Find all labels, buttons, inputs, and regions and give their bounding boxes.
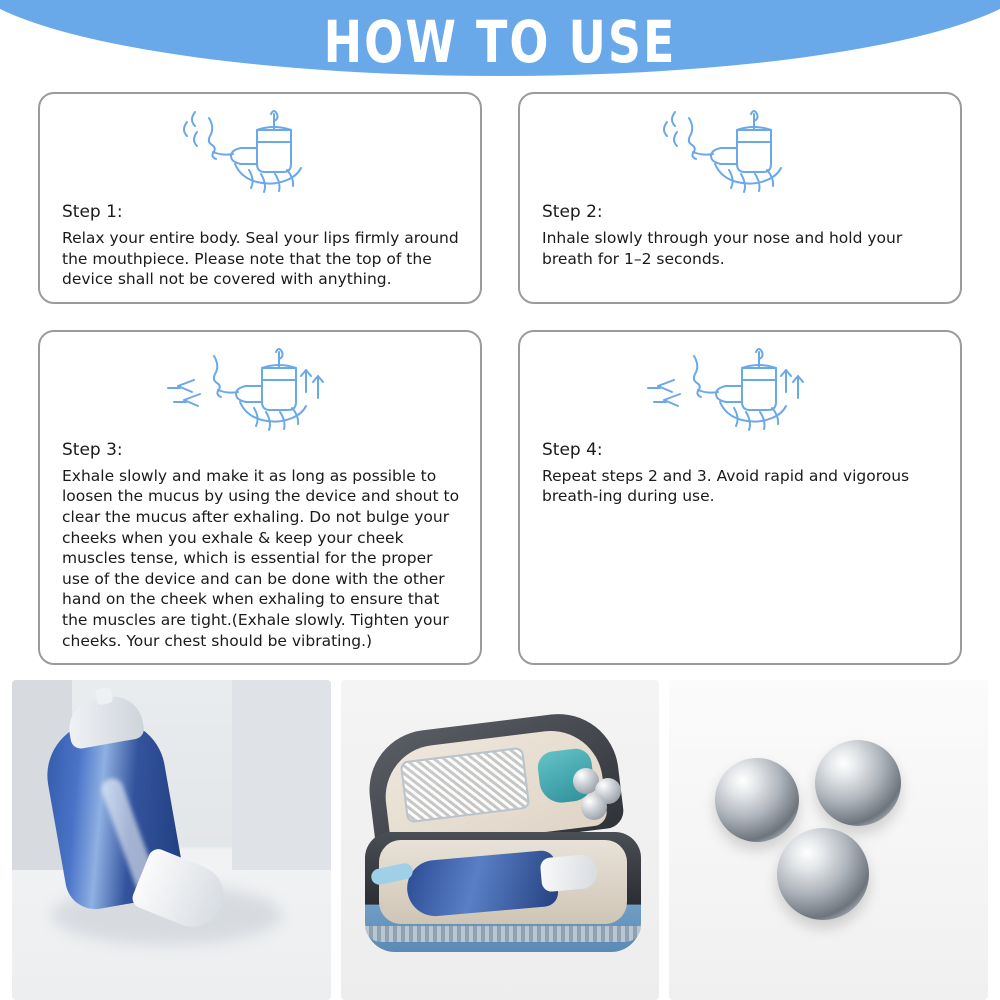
product-photo-steel-balls [669, 680, 988, 1000]
step-card-4 [518, 330, 962, 665]
photo-background-right [232, 680, 331, 870]
steps-grid [0, 78, 1000, 665]
step-card-1 [38, 92, 482, 304]
device-top-nub [95, 687, 114, 706]
step-2-text: Inhale slowly through your nose and hold your breath for 1–2 seconds. [542, 229, 903, 268]
page-title: HOW TO USE [323, 8, 677, 76]
header-banner [0, 0, 1000, 78]
step-4-text: Repeat steps 2 and 3. Avoid rapid and vigorous breath-ing during use. [542, 466, 910, 506]
step-3-label: Step 3: [62, 439, 123, 460]
step-4-illustration [532, 342, 948, 438]
product-photo-device [12, 680, 331, 1000]
steel-ball [815, 740, 901, 826]
step-1-text: Relax your entire body. Seal your lips firmly around the mouthpiece. Please note that the top of the device shall not be covered with anything. [62, 229, 459, 289]
steel-ball [715, 758, 799, 842]
step-card-3 [38, 330, 482, 665]
step-1-label: Step 1: [62, 202, 123, 222]
case-device-mouthpiece [539, 854, 598, 893]
step-2-illustration [532, 104, 948, 200]
step-4-label: Step 4: [542, 439, 603, 460]
steel-ball [581, 794, 607, 820]
step-3-illustration [52, 342, 468, 438]
steel-ball [777, 828, 869, 920]
step-1-illustration [52, 104, 468, 200]
step-2-label: Step 2: [542, 202, 603, 222]
case-zipper [365, 926, 641, 942]
step-card-2 [518, 92, 962, 304]
product-photo-carry-case [341, 680, 660, 1000]
step-3-text: Exhale slowly and make it as long as possible to loosen the mucus by using the device and shout to clear the mucus after exhaling. Do not bulge your cheeks when you exhale & keep your cheek muscles tense, which is essential for the proper use of the device and can be done with the other hand on the cheek when exhaling to ensure that the muscles are tight.(Exhale slowly. Tighten your cheeks. Your chest should be vibrating.) [62, 466, 460, 650]
product-photo-strip [0, 680, 1000, 1000]
